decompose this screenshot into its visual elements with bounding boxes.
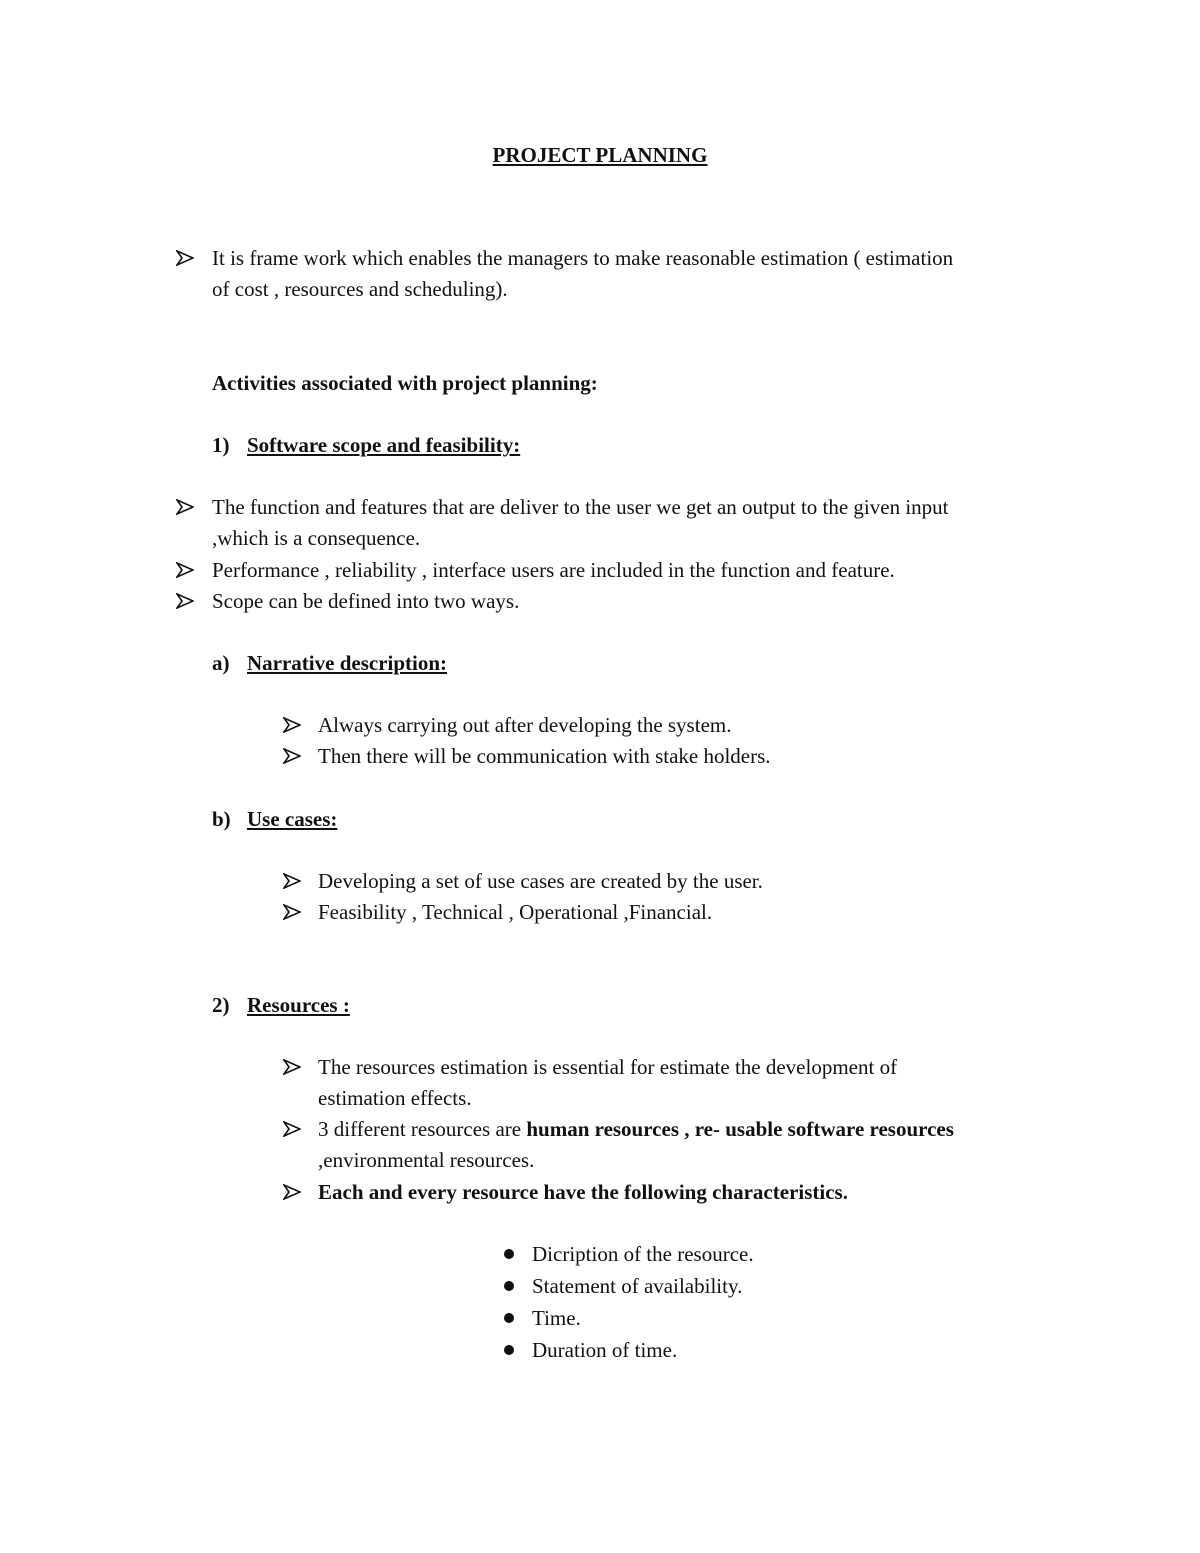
scope-bullet-1-line-1: The function and features that are deliver to the user we get an output to the given input: [212, 495, 949, 519]
scope-bullet-3: Scope can be defined into two ways.: [212, 589, 520, 613]
dot-bullet-icon: [504, 1345, 514, 1355]
sub-a-item-1: Always carrying out after developing the system.: [318, 713, 732, 737]
intro-line-1: It is frame work which enables the managers to make reasonable estimation ( estimation: [212, 246, 954, 270]
arrow-bullet-icon: [283, 743, 305, 769]
scope-bullet-2: Performance , reliability , interface users are included in the function and feature.: [212, 558, 895, 582]
section-1-number: 1): [212, 433, 230, 457]
sub-a-item-2: Then there will be communication with stake holders.: [318, 744, 771, 768]
arrow-bullet-icon: [176, 245, 198, 271]
characteristic-item-3: Time.: [532, 1306, 581, 1330]
sub-a-letter: a): [212, 651, 230, 675]
sub-b-item-1: Developing a set of use cases are created by the user.: [318, 869, 763, 893]
intro-line-2: of cost , resources and scheduling).: [212, 277, 508, 301]
characteristic-item-4: Duration of time.: [532, 1338, 678, 1362]
arrow-bullet-icon: [176, 557, 198, 583]
arrow-bullet-icon: [283, 712, 305, 738]
section-2-heading: Resources :: [247, 993, 350, 1017]
characteristic-item-1: Dicription of the resource.: [532, 1242, 754, 1266]
resources-bullet-2-line-2: ,environmental resources.: [318, 1148, 535, 1172]
dot-bullet-icon: [504, 1249, 514, 1259]
sub-b-item-2: Feasibility , Technical , Operational ,Financial.: [318, 900, 713, 924]
page-title: PROJECT PLANNING: [492, 143, 708, 167]
sub-b-heading: Use cases:: [247, 807, 338, 831]
scope-bullet-1-line-2: ,which is a consequence.: [212, 526, 421, 550]
section-2-number: 2): [212, 993, 230, 1017]
resources-bullet-1-line-1: The resources estimation is essential for estimate the development of: [318, 1055, 898, 1079]
arrow-bullet-icon: [176, 588, 198, 614]
activities-heading: Activities associated with project planning:: [212, 371, 598, 395]
dot-bullet-icon: [504, 1281, 514, 1291]
sub-a-heading: Narrative description:: [247, 651, 448, 675]
resources-bullet-2-bold: human resources , re- usable software resources: [526, 1117, 954, 1141]
resources-bullet-2-prefix: 3 different resources are: [318, 1117, 527, 1141]
arrow-bullet-icon: [283, 868, 305, 894]
arrow-bullet-icon: [176, 494, 198, 520]
resources-bullet-2-line-1: [318, 1116, 954, 1142]
characteristic-item-2: Statement of availability.: [532, 1274, 743, 1298]
arrow-bullet-icon: [283, 1054, 305, 1080]
arrow-bullet-icon: [283, 1179, 305, 1205]
arrow-bullet-icon: [283, 899, 305, 925]
arrow-bullet-icon: [283, 1116, 305, 1142]
sub-b-letter: b): [212, 807, 231, 831]
dot-bullet-icon: [504, 1313, 514, 1323]
resources-bullet-1-line-2: estimation effects.: [318, 1086, 472, 1110]
section-1-heading: Software scope and feasibility:: [247, 433, 521, 457]
resources-bullet-3: Each and every resource have the following characteristics.: [318, 1180, 848, 1204]
